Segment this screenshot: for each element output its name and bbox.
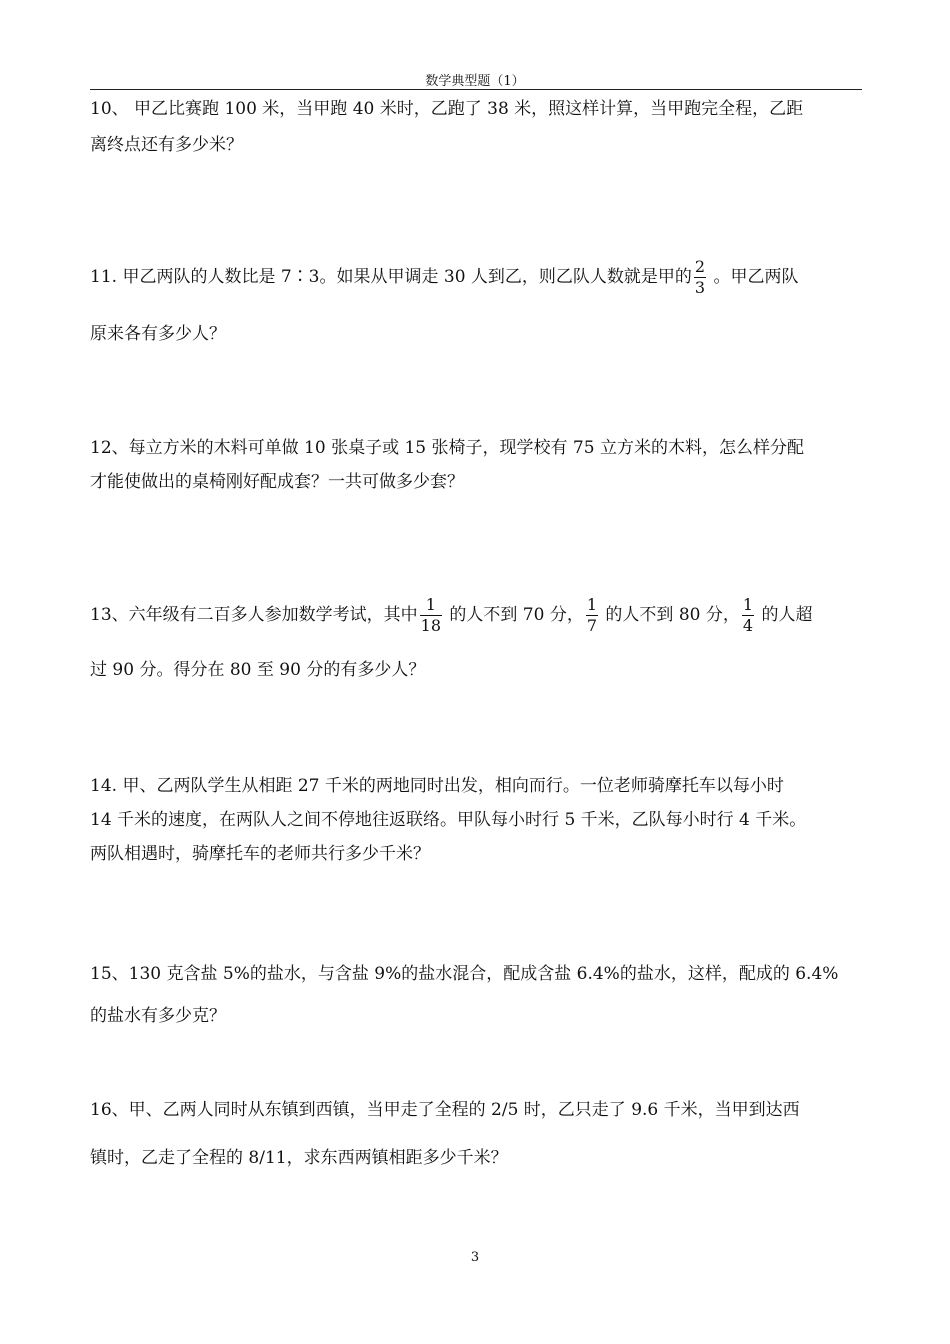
fraction-two-thirds [694,258,706,297]
q11-text-b: 。甲乙两队 [708,267,799,287]
q11-line-2: 原来各有多少人？ [90,324,226,344]
q14-line-1: 14. 甲、乙两队学生从相距 27 千米的两地同时出发，相向而行。一位老师骑摩托车以每小时 [90,776,784,796]
q13-line-1 [90,596,812,635]
q10-line-2: 离终点还有多少米？ [90,135,243,155]
fraction-one-quarter [742,596,754,635]
q14-line-3: 两队相遇时，骑摩托车的老师共行多少千米？ [90,844,430,864]
fraction-numerator: 1 [420,596,442,616]
q13-text-b: 的人不到 70 分， [444,605,584,625]
q12-line-2: 才能使做出的桌椅刚好配成套？一共可做多少套？ [90,472,464,492]
q13-line-2: 过 90 分。得分在 80 至 90 分的有多少人？ [90,660,426,680]
fraction-one-eighteenth [420,596,442,635]
q13-text-c: 的人不到 80 分， [600,605,740,625]
fraction-denominator: 4 [742,616,754,635]
header-rule [90,89,862,90]
q11-line-1 [90,258,799,297]
fraction-numerator: 1 [742,595,754,614]
fraction-denominator: 18 [420,616,441,635]
q10-line-1: 10、 甲乙比赛跑 100 米，当甲跑 40 米时，乙跑了 38 米，照这样计算，当甲跑完全程，乙距 [90,99,804,119]
fraction-one-seventh [586,596,598,635]
q14-line-2: 14 千米的速度，在两队人之间不停地往返联络。甲队每小时行 5 千米，乙队每小时行 4 千米。 [90,810,807,830]
fraction-numerator: 1 [586,595,598,614]
q15-line-2: 的盐水有多少克？ [90,1006,226,1026]
fraction-numerator: 2 [694,257,706,276]
page-number: 3 [470,1250,480,1265]
q13-text-a: 13、六年级有二百多人参加数学考试，其中 [90,605,418,625]
header-title: 数学典型题（1） [425,74,525,89]
fraction-denominator: 3 [694,278,706,297]
q12-line-1: 12、每立方米的木料可单做 10 张桌子或 15 张椅子，现学校有 75 立方米的木料，怎么样分配 [90,438,804,458]
q16-line-2: 镇时，乙走了全程的 8/11，求东西两镇相距多少千米？ [90,1148,508,1168]
q13-text-d: 的人超 [756,605,813,625]
q11-text-a: 11. 甲乙两队的人数比是 7∶3。如果从甲调走 30 人到乙，则乙队人数就是甲的 [90,267,692,287]
q16-line-1: 16、甲、乙两人同时从东镇到西镇，当甲走了全程的 2/5 时，乙只走了 9.6 千米，当甲到达西 [90,1100,800,1120]
q15-line-1: 15、130 克含盐 5%的盐水，与含盐 9%的盐水混合，配成含盐 6.4%的盐水，这样，配成的 6.4% [90,964,839,984]
fraction-denominator: 7 [586,616,598,635]
